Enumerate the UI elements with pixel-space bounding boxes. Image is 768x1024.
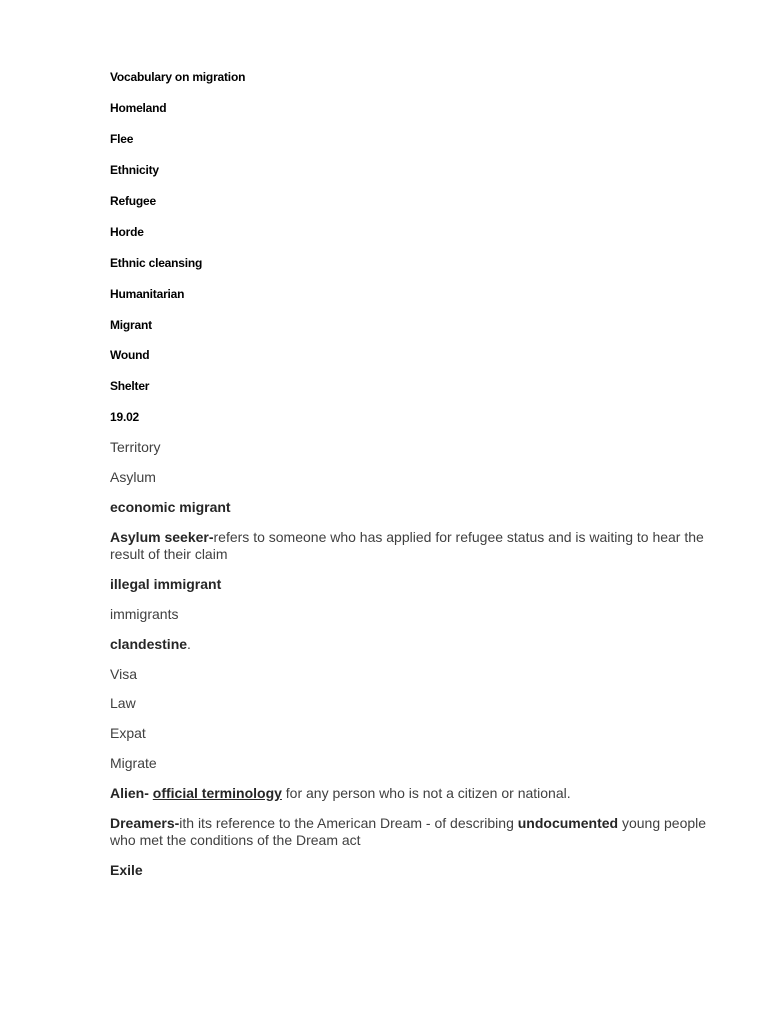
dreamers-definition-1: ith its reference to the American Dream - of describing [179,815,518,831]
vocab-word-migrate: Migrate [110,755,157,771]
document-heading: Vocabulary on migration [110,70,246,84]
alien-emphasis: official terminology [152,785,282,801]
clandestine-entry [110,636,191,652]
asylum-seeker-definition: refers to someone who has applied for refugee status and is waiting to hear the result of their claim [110,529,704,562]
vocab-word-horde: Horde [110,225,144,239]
vocab-word-refugee: Refugee [110,194,156,208]
vocab-word-territory: Territory [110,439,161,455]
vocab-word-homeland: Homeland [110,101,167,115]
vocab-word-expat: Expat [110,725,146,741]
vocab-word-migrant: Migrant [110,318,152,332]
dreamers-term: Dreamers- [110,815,180,831]
vocab-word-economic-migrant: economic migrant [110,499,231,515]
dreamers-definition-2: young people who met the conditions of the Dream act [110,815,707,848]
vocab-word-humanitarian: Humanitarian [110,287,185,301]
vocab-word-exile: Exile [110,862,143,878]
alien-definition: for any person who is not a citizen or national. [281,785,571,801]
asylum-seeker-entry [110,529,720,563]
vocab-word-ethnic-cleansing: Ethnic cleansing [110,256,203,270]
vocab-word-illegal-immigrant: illegal immigrant [110,576,222,592]
alien-entry [110,785,571,801]
dreamers-emphasis: undocumented [517,815,619,831]
vocab-word-visa: Visa [110,666,137,682]
vocab-word-ethnicity: Ethnicity [110,163,159,177]
vocab-word-flee: Flee [110,132,134,146]
asylum-seeker-term: Asylum seeker- [110,529,214,545]
vocab-word-immigrants: immigrants [110,606,179,622]
clandestine-term: clandestine [110,636,188,652]
dreamers-entry [110,815,720,849]
clandestine-suffix: . [187,636,191,652]
vocab-word-asylum: Asylum [110,469,156,485]
vocab-word-law: Law [110,695,136,711]
vocab-word-shelter: Shelter [110,379,150,393]
alien-term: Alien- [110,785,149,801]
vocab-word-wound: Wound [110,348,150,362]
date-heading: 19.02 [110,410,140,424]
